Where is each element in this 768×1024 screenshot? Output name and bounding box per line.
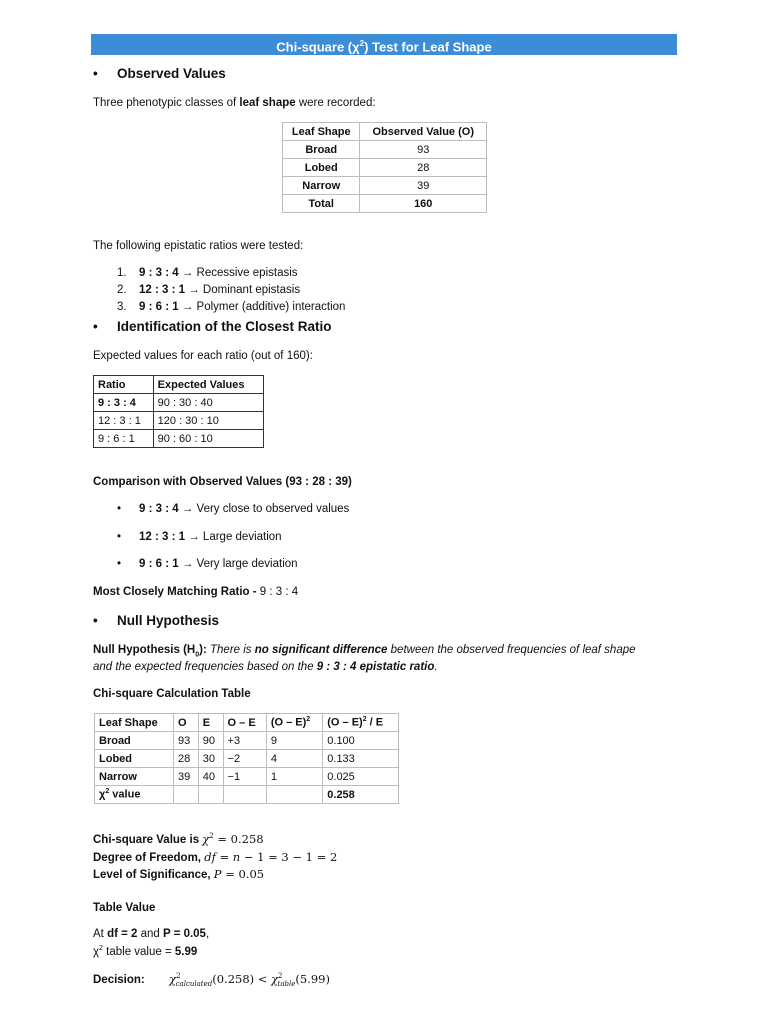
intro-paragraph: Three phenotypic classes of leaf shape were recorded: [93,97,376,109]
chi-calc-table [94,713,399,804]
list-item: • 9 : 3 : 4 → Very close to observed values [117,503,350,515]
expected-table [93,375,264,448]
table-value-line: $\chi^2$ table value = 5.99 [93,945,198,958]
table-row: 9 : 3 : 4 90 : 30 : 40 [94,394,264,412]
observed-table [282,122,487,213]
table-row: Broad 93 [283,141,487,159]
calc-table-heading: Chi-square Calculation Table [93,688,251,700]
bullet-icon: • [117,558,122,570]
bullet-icon: • [117,531,122,543]
table-header-row: Leaf Shape O E O – E (O – E)$^2$ (O – E)$^2$ / E [95,714,399,732]
table-value-heading: Table Value [93,902,156,914]
section-heading-observed: • Observed Values [93,66,226,81]
tested-intro: The following epistatic ratios were tested: [93,240,304,252]
decision-line: Decision: $\chi^2_{calculated}(0.258) < \chi^2_{table}(5.99)$ [93,972,330,989]
comparison-heading: Comparison with Observed Values (93 : 28 : 39) [93,476,352,488]
table-header-row: Leaf Shape Observed Value (O) [283,123,487,141]
section-heading-null-hypothesis: • Null Hypothesis [93,613,220,628]
chi-square-value-line: Chi-square Value is $\chi^2 = 0.258$ [93,832,264,846]
bullet-icon: • [93,319,98,334]
at-line: At df = 2 and P = 0.05, [93,928,210,940]
table-row: 9 : 6 : 1 90 : 60 : 10 [94,430,264,448]
table-row: Lobed 28 30 −2 4 0.133 [95,750,399,768]
table-row: 12 : 3 : 1 120 : 30 : 10 [94,412,264,430]
table-row: $\chi^2$ value 0.258 [95,786,399,804]
list-item: 2. 12 : 3 : 1 → Dominant epistasis [117,284,301,296]
degree-of-freedom-line: Degree of Freedom, df = n − 1 = 3 − 1 = 2 [93,850,338,864]
significance-line: Level of Significance, P = 0.05 [93,867,265,881]
list-item: • 9 : 6 : 1 → Very large deviation [117,558,298,570]
bullet-icon: • [93,66,98,81]
expected-intro: Expected values for each ratio (out of 160): [93,350,313,362]
null-hypothesis-line2: and the expected frequencies based on the 9 : 3 : 4 epistatic ratio. [93,661,438,673]
list-item: 1. 9 : 3 : 4 → Recessive epistasis [117,267,298,279]
table-header-row: Ratio Expected Values [94,376,264,394]
table-row: Narrow 39 40 −1 1 0.025 [95,768,399,786]
null-hypothesis-line1: Null Hypothesis $(H_0)$: There is no significant difference between the observed frequencies of leaf shape [93,644,636,659]
closest-ratio-line: Most Closely Matching Ratio - 9 : 3 : 4 [93,586,299,598]
bullet-icon: • [93,613,98,628]
table-row: Broad 93 90 +3 9 0.100 [95,732,399,750]
list-item: 3. 9 : 6 : 1 → Polymer (additive) interaction [117,301,346,313]
table-row: Narrow 39 [283,177,487,195]
page-title: Chi-square $(\chi^2)$ Test for Leaf Shape [91,34,677,55]
section-heading-closest-ratio: • Identification of the Closest Ratio [93,319,332,334]
table-row: Total 160 [283,195,487,213]
list-item: • 12 : 3 : 1 → Large deviation [117,531,282,543]
table-row: Lobed 28 [283,159,487,177]
bullet-icon: • [117,503,122,515]
